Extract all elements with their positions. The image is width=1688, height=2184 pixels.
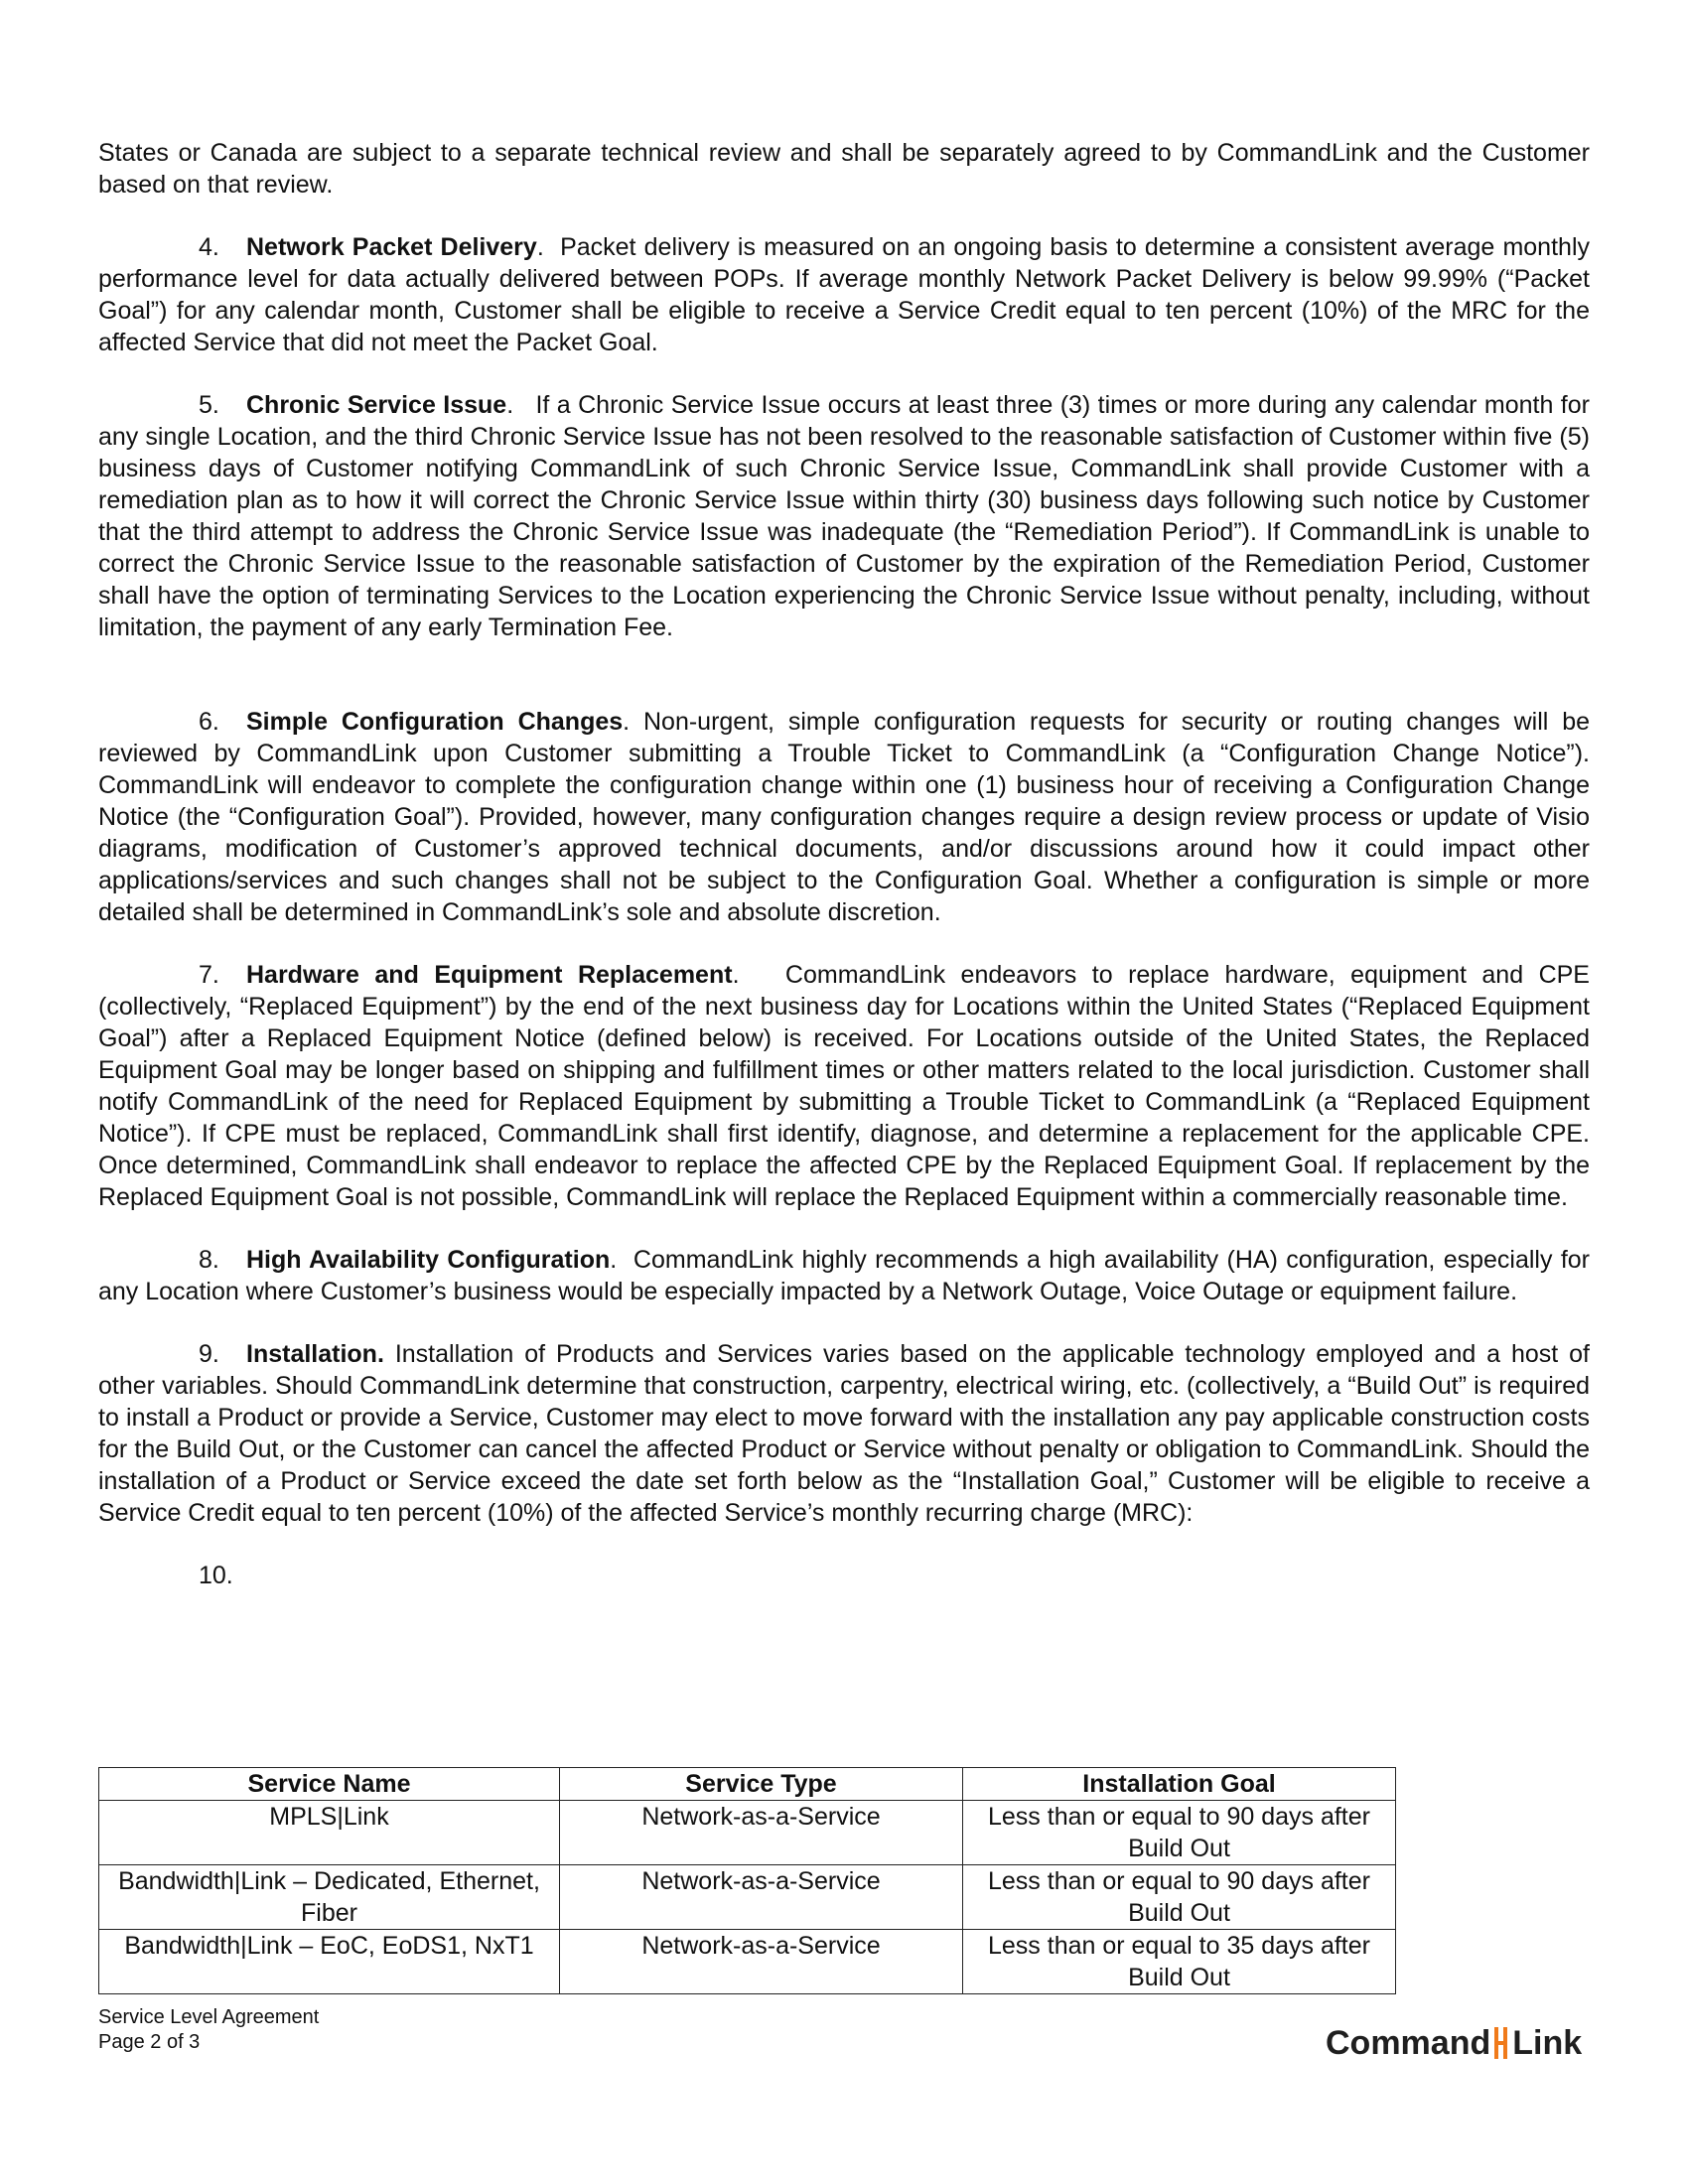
- section-5: 5. Chronic Service Issue. If a Chronic Service Issue occurs at least three (3) times or more during any calendar month for any single Location, and the third Chronic Service Issue has not been resolved to the reasonable satisfaction of Customer within five (5) business days of Customer notifying CommandLink of such Chronic Service Issue, CommandLink shall provide Customer with a remediation plan as to how it will correct the Chronic Service Issue within thirty (30) business days following such notice by Customer that the third attempt to address the Chronic Service Issue was inadequate (the “Remediation Period”). If CommandLink is unable to correct the Chronic Service Issue to the reasonable satisfaction of Customer by the expiration of the Remediation Period, Customer shall have the option of terminating Services to the Location experiencing the Chronic Service Issue without penalty, including, without limitation, the payment of any early Termination Fee.: [98, 391, 1590, 641]
- installation-goal-table: [98, 1767, 1396, 1994]
- service-type-cell: Network-as-a-Service: [560, 1801, 963, 1865]
- section-4: 4. Network Packet Delivery. Packet delivery is measured on an ongoing basis to determine a consistent average monthly performance level for data actually delivered between POPs. If average monthly Network Packet Delivery is below 99.99% (“Packet Goal”) for any calendar month, Customer shall be eligible to receive a Service Credit equal to ten percent (10%) of the MRC for the affected Service that did not meet the Packet Goal.: [98, 233, 1590, 356]
- section-text: CommandLink endeavors to replace hardware, equipment and CPE (collectively, “Replaced Equipment”) by the end of the next business day for Locations within the United States (“Replaced Equipment Goal”) after a Replaced Equipment Notice (defined below) is received. For Locations outside of the United States, the Replaced Equipment Goal may be longer based on shipping and fulfillment times or other matters related to the local jurisdiction. Customer shall notify CommandLink of the need for Replaced Equipment by submitting a Trouble Ticket to CommandLink (a “Replaced Equipment Notice”). If CPE must be replaced, CommandLink shall first identify, diagnose, and determine a replacement for the applicable CPE. Once determined, CommandLink shall endeavor to replace the affected CPE by the Replaced Equipment Goal. If replacement by the Replaced Equipment Goal is not possible, CommandLink will replace the Replaced Equipment within a commercially reasonable time.: [98, 961, 1590, 1211]
- page-footer: [98, 2005, 319, 2055]
- section-heading: Simple Configuration Changes: [246, 708, 624, 736]
- table-header-row: [99, 1768, 1396, 1801]
- installation-goal-cell: Less than or equal to 90 days after Build Out: [963, 1865, 1396, 1930]
- column-header: Service Type: [560, 1768, 963, 1801]
- section-heading: Network Packet Delivery: [246, 233, 537, 261]
- service-name-cell: Bandwidth|Link – EoC, EoDS1, NxT1: [99, 1930, 560, 1994]
- column-header: Installation Goal: [963, 1768, 1396, 1801]
- section-text: Packet delivery is measured on an ongoing basis to determine a consistent average monthly performance level for data actually delivered between POPs. If average monthly Network Packet Delivery is below 99.99% (“Packet Goal”) for any calendar month, Customer shall be eligible to receive a Service Credit equal to ten percent (10%) of the MRC for the affected Service that did not meet the Packet Goal.: [98, 233, 1590, 356]
- section-text: Installation of Products and Services varies based on the applicable technology employed and a host of other variables. Should CommandLink determine that construction, carpentry, electrical wiring, etc. (collectively, a “Build Out” is required to install a Product or provide a Service, Customer may elect to move forward with the installation any pay applicable construction costs for the Build Out, or the Customer can cancel the affected Product or Service without penalty or obligation to CommandLink. Should the installation of a Product or Service exceed the date set forth below as the “Installation Goal,” Customer will be eligible to receive a Service Credit equal to ten percent (10%) of the affected Service’s monthly recurring charge (MRC):: [98, 1340, 1590, 1527]
- table-row: [99, 1865, 1396, 1930]
- section-10-number: 10.: [199, 1562, 233, 1589]
- section-heading: Hardware and Equipment Replacement: [246, 961, 733, 989]
- document-title: Service Level Agreement: [98, 2006, 320, 2028]
- intro-paragraph: States or Canada are subject to a separate technical review and shall be separately agreed to by CommandLink and the Customer based on that review.: [98, 139, 1590, 199]
- service-name-cell: Bandwidth|Link – Dedicated, Ethernet, Fiber: [99, 1865, 560, 1930]
- section-number: 4.: [199, 233, 219, 261]
- section-6: 6. Simple Configuration Changes. Non-urgent, simple configuration requests for security or routing changes will be reviewed by CommandLink upon Customer submitting a Trouble Ticket to CommandLink (a “Configuration Change Notice”). CommandLink will endeavor to complete the configuration change within one (1) business hour of receiving a Configuration Change Notice (the “Configuration Goal”). Provided, however, many configuration changes require a design review process or update of Visio diagrams, modification of Customer’s approved technical documents, and/or discussions around how it could impact other applications/services and such changes shall not be subject to the Configuration Goal. Whether a configuration is simple or more detailed shall be determined in CommandLink’s sole and absolute discretion.: [98, 708, 1591, 926]
- section-heading: Chronic Service Issue: [246, 391, 507, 419]
- logo-text-left: Command: [1326, 2023, 1491, 2062]
- installation-goal-cell: Less than or equal to 35 days after Build Out: [963, 1930, 1396, 1994]
- commandlink-logo: [1326, 2023, 1582, 2063]
- section-text: Non-urgent, simple configuration requests for security or routing changes will be reviewed by CommandLink upon Customer submitting a Trouble Ticket to CommandLink (a “Configuration Change Notice”). CommandLink will endeavor to complete the configuration change within one (1) business hour of receiving a Configuration Change Notice (the “Configuration Goal”). Provided, however, many configuration changes require a design review process or update of Visio diagrams, modification of Customer’s approved technical documents, and/or discussions around how it could impact other applications/services and such changes shall not be subject to the Configuration Goal. Whether a configuration is simple or more detailed shall be determined in CommandLink’s sole and absolute discretion.: [98, 708, 1591, 926]
- table-row: [99, 1930, 1396, 1994]
- section-text: CommandLink highly recommends a high availability (HA) configuration, especially for any Location where Customer’s business would be especially impacted by a Network Outage, Voice Outage or equipment failure.: [98, 1246, 1590, 1305]
- document-body: [98, 137, 1590, 1591]
- section-heading: High Availability Configuration: [246, 1246, 611, 1274]
- section-number: 8.: [199, 1246, 219, 1274]
- section-number: 5.: [199, 391, 219, 419]
- section-number: 9.: [199, 1340, 219, 1368]
- logo-text-right: Link: [1512, 2023, 1583, 2062]
- section-heading: Installation.: [246, 1340, 384, 1368]
- page-number: Page 2 of 3: [98, 2031, 201, 2053]
- service-name-cell: MPLS|Link: [99, 1801, 560, 1865]
- section-7: 7. Hardware and Equipment Replacement. CommandLink endeavors to replace hardware, equipment and CPE (collectively, “Replaced Equipment”) by the end of the next business day for Locations within the United States (“Replaced Equipment Goal”) after a Replaced Equipment Notice (defined below) is received. For Locations outside of the United States, the Replaced Equipment Goal may be longer based on shipping and fulfillment times or other matters related to the local jurisdiction. Customer shall notify CommandLink of the need for Replaced Equipment by submitting a Trouble Ticket to CommandLink (a “Replaced Equipment Notice”). If CPE must be replaced, CommandLink shall first identify, diagnose, and determine a replacement for the applicable CPE. Once determined, CommandLink shall endeavor to replace the affected CPE by the Replaced Equipment Goal. If replacement by the Replaced Equipment Goal is not possible, CommandLink will replace the Replaced Equipment within a commercially reasonable time.: [98, 961, 1590, 1211]
- section-number: 6.: [199, 708, 219, 736]
- service-type-cell: Network-as-a-Service: [560, 1930, 963, 1994]
- section-8: 8. High Availability Configuration. CommandLink highly recommends a high availability (HA) configuration, especially for any Location where Customer’s business would be especially impacted by a Network Outage, Voice Outage or equipment failure.: [98, 1246, 1590, 1305]
- service-type-cell: Network-as-a-Service: [560, 1865, 963, 1930]
- section-9: [98, 1338, 1590, 1529]
- section-number: 7.: [199, 961, 219, 989]
- section-text: If a Chronic Service Issue occurs at least three (3) times or more during any calendar month for any single Location, and the third Chronic Service Issue has not been resolved to the reasonable satisfaction of Customer within five (5) business days of Customer notifying CommandLink of such Chronic Service Issue, CommandLink shall provide Customer with a remediation plan as to how it will correct the Chronic Service Issue within thirty (30) business days following such notice by Customer that the third attempt to address the Chronic Service Issue was inadequate (the “Remediation Period”). If CommandLink is unable to correct the Chronic Service Issue to the reasonable satisfaction of Customer by the expiration of the Remediation Period, Customer shall have the option of terminating Services to the Location experiencing the Chronic Service Issue without penalty, including, without limitation, the payment of any early Termination Fee.: [98, 391, 1590, 641]
- installation-goal-cell: Less than or equal to 90 days after Build Out: [963, 1801, 1396, 1865]
- logo-bars-icon: [1492, 2025, 1510, 2061]
- column-header: Service Name: [99, 1768, 560, 1801]
- table-row: [99, 1801, 1396, 1865]
